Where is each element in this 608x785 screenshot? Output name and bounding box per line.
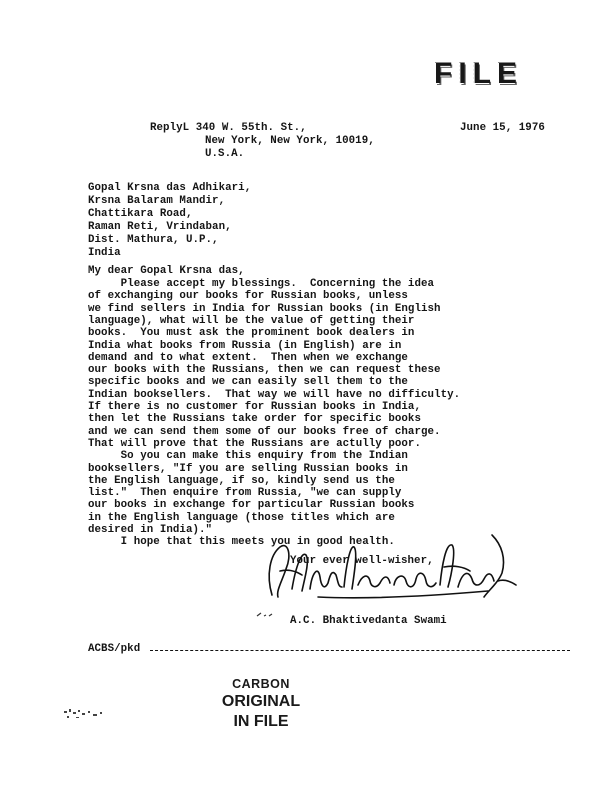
return-address-country: U.S.A. bbox=[205, 148, 245, 160]
smudge-mark bbox=[62, 705, 106, 723]
body-line: So you can make this enquiry from the Indian bbox=[88, 450, 408, 463]
addressee-line: Krsna Balaram Mandir, bbox=[88, 195, 226, 207]
body-line: and we can send them some of our books free of charge. bbox=[88, 425, 441, 438]
body-line: desired in India)." bbox=[88, 524, 213, 536]
body-line: we find sellers in India for Russian books (in English bbox=[88, 302, 441, 315]
closing: Your ever well-wisher, bbox=[290, 555, 434, 567]
body-line: list." Then enquire from Russia, "we can supply bbox=[88, 487, 402, 500]
addressee-line: India bbox=[88, 247, 121, 259]
carbon-stamp-line3: IN FILE bbox=[233, 713, 289, 730]
body-line: the English language, if so, kindly send us the bbox=[88, 474, 395, 487]
carbon-original-stamp bbox=[216, 677, 306, 732]
body-line: of exchanging our books for Russian books, unless bbox=[88, 290, 408, 303]
handwritten-signature bbox=[258, 525, 523, 605]
body-line: booksellers, "If you are selling Russian books in bbox=[88, 462, 408, 475]
body-line: Please accept my blessings. Concerning the idea bbox=[88, 278, 435, 290]
body-line: demand and to what extent. Then when we exchange bbox=[88, 351, 408, 364]
addressee-line: Chattikara Road, bbox=[88, 208, 193, 220]
body-line: I hope that this meets you in good health. bbox=[88, 536, 395, 549]
typist-initials: ACBS/pkd bbox=[88, 643, 141, 655]
body-line: language), what will be the value of getting their bbox=[88, 314, 415, 327]
body-line: specific books and we can easily sell them to the bbox=[88, 376, 408, 389]
return-address-city: New York, New York, 10019, bbox=[205, 135, 375, 147]
body-line: our books with the Russians, then we can request these bbox=[88, 364, 441, 377]
carbon-stamp-line1: CARBON bbox=[232, 677, 290, 691]
signer-name: A.C. Bhaktivedanta Swami bbox=[290, 615, 447, 627]
body-line: If there is no customer for Russian books in India, bbox=[88, 401, 421, 413]
addressee-line: Dist. Mathura, U.P., bbox=[88, 234, 219, 246]
carbon-stamp-line2: ORIGINAL bbox=[221, 693, 301, 710]
body-line: India what books from Russia (in English) are in bbox=[88, 339, 402, 352]
file-stamp: FILE bbox=[433, 57, 522, 90]
footer-rule bbox=[150, 650, 570, 651]
body-line: Indian booksellers. That way we will have no difficulty. bbox=[88, 388, 461, 401]
body-line: then let the Russians take order for specific books bbox=[88, 413, 421, 426]
body-line: our books in exchange for particular Russian books bbox=[88, 499, 415, 512]
pen-mark bbox=[255, 610, 275, 620]
salutation: My dear Gopal Krsna das, bbox=[88, 265, 245, 277]
addressee-line: Gopal Krsna das Adhikari, bbox=[88, 182, 252, 194]
body-line: That will prove that the Russians are actully poor. bbox=[88, 437, 421, 450]
letter-date: June 15, 1976 bbox=[460, 122, 545, 134]
return-address-line1: ReplyL 340 W. 55th. St., bbox=[150, 122, 307, 134]
body-line: in the English language (those titles which are bbox=[88, 511, 395, 524]
addressee-line: Raman Reti, Vrindaban, bbox=[88, 221, 232, 233]
body-line: books. You must ask the prominent book dealers in bbox=[88, 327, 415, 340]
